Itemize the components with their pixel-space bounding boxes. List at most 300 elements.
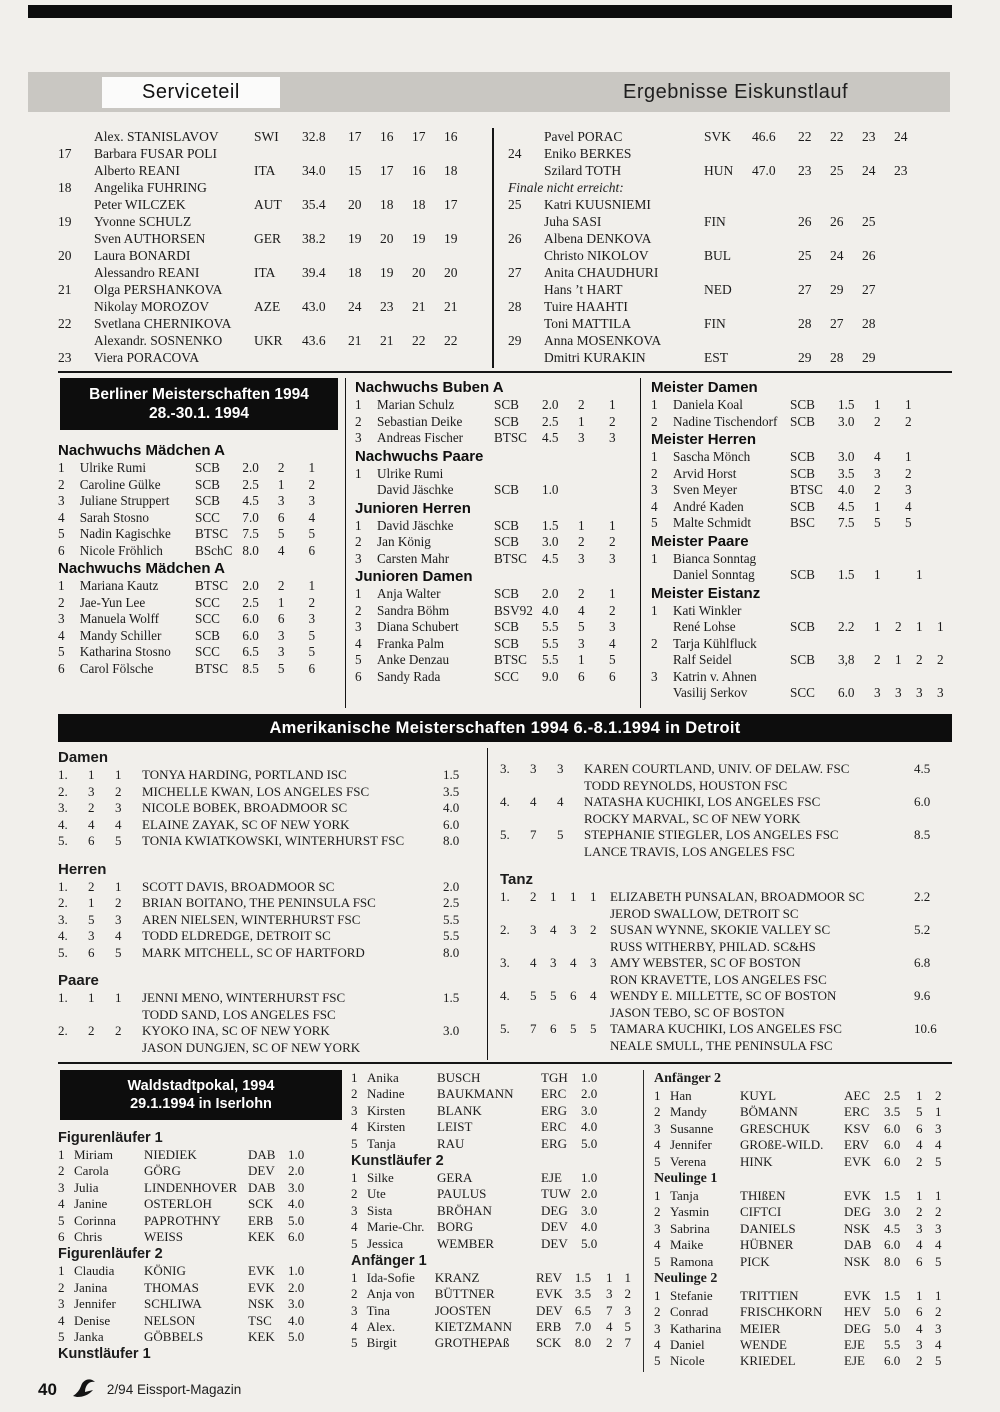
score: 6.0 <box>242 627 259 643</box>
group-heading: Junioren Herren <box>355 499 471 517</box>
placement: 24 <box>348 299 362 314</box>
placement <box>444 247 476 264</box>
skater-name: Nikolay MOROZOV <box>94 299 210 314</box>
skater-name: Sebastian Deike <box>377 413 463 429</box>
result-row <box>355 652 640 669</box>
skater-name: KAREN COURTLAND, UNIV. OF DELAW. FSC <box>584 761 850 776</box>
score: 2.5 <box>242 476 259 492</box>
placement: 22 <box>830 129 844 144</box>
first-name: Tanja <box>670 1187 699 1203</box>
section-divider <box>58 1062 952 1064</box>
result-row <box>58 945 481 962</box>
result-row <box>355 636 640 653</box>
placement: 16 <box>444 129 458 144</box>
skater-name: Sven AUTHORSEN <box>94 231 206 246</box>
skater-names <box>610 922 914 955</box>
placement: 3 <box>570 922 577 937</box>
skater-name: Olga PERSHANKOVA <box>94 282 223 297</box>
result-row <box>58 247 492 264</box>
rank: 20 <box>58 248 72 263</box>
score: 1.5 <box>542 517 559 533</box>
placement: 3 <box>530 761 537 776</box>
rank: 2 <box>654 1104 661 1120</box>
score: 1.5 <box>443 990 460 1005</box>
rank: 5 <box>58 1328 65 1344</box>
first-name: Jessica <box>367 1235 404 1251</box>
first-name: Janka <box>74 1328 104 1344</box>
rank: 2 <box>351 1286 358 1302</box>
placement <box>412 315 444 332</box>
rank: 3 <box>355 550 362 566</box>
result-row <box>500 955 952 988</box>
group-heading: Herren <box>58 860 107 878</box>
berlin-results-left <box>58 441 339 677</box>
placement: 3 <box>308 493 316 508</box>
result-row <box>654 1121 954 1137</box>
skater-names <box>142 912 443 929</box>
skater-names <box>142 945 443 962</box>
result-row <box>508 349 952 366</box>
score: 1.0 <box>581 1070 598 1085</box>
placement <box>412 145 444 162</box>
result-row <box>355 603 640 620</box>
partner-name: JASON TEBO, SC OF BOSTON <box>610 1004 785 1020</box>
skater-name: ELIZABETH PUNSALAN, BROADMOOR SC <box>610 889 865 904</box>
result-row <box>654 1304 954 1320</box>
placement <box>798 145 830 162</box>
placement: 21 <box>444 299 458 314</box>
club-code: ERG <box>541 1135 567 1151</box>
result-row <box>651 551 958 568</box>
placement: 3 <box>308 611 316 626</box>
result-row <box>508 230 952 247</box>
placement: 3 <box>115 911 122 927</box>
placement: 3 <box>874 685 881 700</box>
skater-name: Katri KUUSNIEMI <box>544 197 651 212</box>
skater-names <box>142 928 443 945</box>
score: 1.0 <box>288 1263 305 1279</box>
placement: 2 <box>874 413 881 429</box>
result-row <box>651 567 958 584</box>
skater-name: René Lohse <box>673 619 736 634</box>
score: 43.0 <box>302 299 326 314</box>
placement: 3 <box>88 928 95 943</box>
placement: 6 <box>308 542 316 558</box>
country-code <box>254 179 302 196</box>
club-code: SCB <box>494 534 519 549</box>
rank <box>58 332 94 349</box>
placement: 3 <box>895 685 902 700</box>
rank: 1 <box>351 1169 358 1185</box>
result-row <box>351 1303 643 1319</box>
rank <box>508 247 544 264</box>
placement: 1 <box>88 895 95 910</box>
first-name: Maike <box>670 1237 704 1253</box>
club-code: REV <box>535 1269 562 1285</box>
club-code: BSV92 <box>494 602 533 618</box>
score <box>838 636 874 653</box>
rank: 1. <box>500 889 510 904</box>
result-row <box>355 586 640 603</box>
placement: 21 <box>412 299 426 314</box>
score: 6.0 <box>884 1237 901 1253</box>
result-row <box>651 515 958 532</box>
result-row <box>654 1321 954 1337</box>
placement: 6 <box>308 660 316 676</box>
skater-name: David Jäschke <box>377 482 454 497</box>
placement: 2 <box>530 889 537 904</box>
event-title-box <box>60 378 338 430</box>
rank: 4. <box>500 988 510 1003</box>
result-row <box>58 213 492 230</box>
skater-name: Ulrike Rumi <box>79 460 146 475</box>
rank: 19 <box>58 214 72 229</box>
placement <box>412 179 444 196</box>
result-row <box>58 162 492 179</box>
placement: 5 <box>609 652 616 667</box>
rank: 5 <box>651 515 658 530</box>
first-name: Kirsten <box>367 1119 406 1135</box>
rank: 3 <box>654 1320 661 1336</box>
group-heading: Figurenläufer 2 <box>58 1246 163 1263</box>
result-row <box>58 644 339 661</box>
skater-name: Tarja Kühlfluck <box>673 635 757 651</box>
first-name: Yasmin <box>670 1204 710 1220</box>
placement: 2 <box>937 652 944 667</box>
score: 8.5 <box>242 660 259 676</box>
rank: 4. <box>58 928 68 943</box>
skater-name: Arvid Horst <box>673 465 737 481</box>
group-heading: Meister Herren <box>651 431 757 448</box>
group-heading: Kunstläufer 2 <box>351 1152 444 1169</box>
result-row <box>651 652 958 669</box>
placement: 2 <box>578 397 585 412</box>
placement: 4 <box>88 816 95 832</box>
placement: 6 <box>609 668 616 684</box>
club-code: TGH <box>541 1070 568 1085</box>
result-row <box>58 990 481 1023</box>
score: 4.0 <box>581 1119 598 1135</box>
score <box>752 332 798 349</box>
skater-name: Vasilij Serkov <box>673 685 748 700</box>
rank: 23 <box>58 350 72 365</box>
last-name: BORG <box>437 1219 474 1235</box>
score: 3.5 <box>884 1104 901 1120</box>
club-code <box>790 603 838 620</box>
score: 3.0 <box>542 534 559 549</box>
rank: 5 <box>351 1135 358 1151</box>
placement: 3 <box>115 800 122 815</box>
placement: 22 <box>412 333 426 348</box>
placement: 1 <box>935 1104 942 1120</box>
result-row <box>58 543 339 560</box>
placement: 2 <box>578 586 585 601</box>
placement: 1 <box>277 594 285 610</box>
country-code: AZE <box>254 299 281 314</box>
placement: 2 <box>88 1023 95 1038</box>
skater-name: Angelika FUHRING <box>94 180 207 195</box>
first-name: Alex. <box>366 1319 396 1335</box>
intl-results-column-left <box>58 128 492 368</box>
placement: 4 <box>530 794 537 809</box>
score: 2.0 <box>581 1086 598 1102</box>
placement: 23 <box>380 299 394 314</box>
skater-names <box>142 895 443 912</box>
country-code <box>704 196 752 213</box>
skater-names <box>610 955 914 988</box>
skater-name: JENNI MENO, WINTERHURST FSC <box>142 990 346 1005</box>
placement: 19 <box>348 231 362 246</box>
placement: 2 <box>916 652 923 667</box>
placement: 5 <box>308 526 316 541</box>
score <box>838 603 874 620</box>
skater-name: Katharina Stosno <box>79 644 171 659</box>
score: 3.0 <box>581 1102 598 1118</box>
skater-name: Nicole Fröhlich <box>79 542 163 558</box>
skater-name: Nadin Kagischke <box>79 526 171 541</box>
last-name: THOMAS <box>144 1279 199 1295</box>
placement: 1 <box>308 460 316 475</box>
country-code <box>704 332 752 349</box>
rank: 2 <box>58 476 65 492</box>
score: 2.5 <box>443 895 460 910</box>
skater-name: Albena DENKOVA <box>544 231 652 246</box>
rank: 2 <box>355 602 362 618</box>
first-name: Tanja <box>367 1135 396 1151</box>
last-name: MEIER <box>740 1320 781 1336</box>
skater-name: Sascha Mönch <box>673 449 751 464</box>
placement: 25 <box>830 163 844 178</box>
skater-name: Juha SASI <box>544 214 602 229</box>
club-code: KSV <box>844 1120 871 1136</box>
placement: 2 <box>874 482 881 497</box>
placement <box>348 349 380 366</box>
rank <box>651 567 673 584</box>
placement: 6 <box>277 509 285 525</box>
rank: 1 <box>654 1287 661 1303</box>
placement: 5 <box>935 1253 942 1269</box>
rank: 25 <box>508 197 522 212</box>
placement: 7 <box>530 827 537 842</box>
score <box>752 196 798 213</box>
placement: 1 <box>115 990 122 1005</box>
country-code <box>704 264 752 281</box>
result-row <box>654 1188 954 1204</box>
placement <box>830 230 862 247</box>
first-name: Conrad <box>670 1304 709 1320</box>
skater-name: Anja Walter <box>377 586 441 601</box>
rank: 4 <box>58 1312 65 1328</box>
club-code: KEK <box>248 1328 275 1344</box>
first-name: Nadine <box>367 1086 405 1102</box>
score: 6.0 <box>914 794 931 809</box>
first-name: Kirsten <box>367 1102 406 1118</box>
result-row <box>351 1070 643 1086</box>
placement: 3 <box>557 761 564 776</box>
club-code: TUW <box>541 1186 571 1202</box>
result-row <box>58 817 481 834</box>
placement: 1 <box>874 619 881 634</box>
skater-name: Dmitri KURAKIN <box>544 350 646 365</box>
result-row <box>651 669 958 686</box>
rank: 1 <box>58 1263 65 1279</box>
club-code: DEG <box>844 1320 871 1336</box>
placement: 3 <box>277 627 285 643</box>
waldstadt-column-right <box>643 1070 954 1372</box>
result-row <box>351 1136 643 1152</box>
rank: 4 <box>654 1137 661 1153</box>
skater-name: Carol Fölsche <box>79 660 154 676</box>
skater-name: Anna MOSENKOVA <box>544 333 662 348</box>
rank: 2 <box>58 594 65 610</box>
partner-name: TODD REYNOLDS, HOUSTON FSC <box>584 777 788 793</box>
score: 6.0 <box>443 816 460 832</box>
rank: 2 <box>58 1279 65 1295</box>
skater-name: Yvonne SCHULZ <box>94 214 192 229</box>
rank: 5. <box>58 833 68 848</box>
placement: 1 <box>916 1287 923 1303</box>
rank <box>508 281 544 298</box>
result-row <box>58 595 339 612</box>
placement: 5 <box>308 627 316 643</box>
skater-name: Katrin v. Ahnen <box>673 668 757 684</box>
score: 5.5 <box>542 652 559 667</box>
score: 2.5 <box>242 594 259 610</box>
placement: 5 <box>88 911 95 927</box>
placement: 17 <box>380 163 394 178</box>
placement <box>798 230 830 247</box>
result-row <box>355 534 640 551</box>
placement: 1 <box>609 586 616 601</box>
placement: 3 <box>874 465 881 481</box>
skater-name: Laura BONARDI <box>94 248 191 263</box>
country-code: FIN <box>704 316 726 331</box>
result-row <box>58 128 492 145</box>
result-row <box>58 800 481 817</box>
result-row <box>654 1204 954 1220</box>
first-name: Mandy <box>670 1104 707 1120</box>
skater-name: TONIA KWIATKOWSKI, WINTERHURST FSC <box>142 833 405 848</box>
first-name: Sabrina <box>670 1220 710 1236</box>
skater-name: Nadine Tischendorf <box>673 413 778 429</box>
rank: 1 <box>651 602 658 618</box>
group-heading: Nachwuchs Buben A <box>355 379 504 396</box>
country-code: ITA <box>254 163 276 178</box>
rank: 3 <box>651 482 658 497</box>
skater-name: Toni MATTILA <box>544 316 632 331</box>
score <box>752 349 798 366</box>
score: 1.5 <box>838 397 855 412</box>
skater-name: Mariana Kautz <box>79 578 159 593</box>
result-row <box>500 761 952 794</box>
result-row <box>58 145 492 162</box>
club-code: SCB <box>494 619 519 634</box>
result-row <box>58 196 492 213</box>
club-code: EVK <box>844 1187 871 1203</box>
last-name: KUYL <box>740 1088 777 1103</box>
rank: 3 <box>654 1120 661 1136</box>
partner-name: TODD SAND, LOS ANGELES FSC <box>142 1006 336 1022</box>
placement: 29 <box>862 350 876 365</box>
rank: 2 <box>651 413 658 429</box>
country-code <box>704 145 752 162</box>
score: 5.5 <box>443 911 460 927</box>
score: 35.4 <box>302 197 326 212</box>
skater-name: Sarah Stosno <box>79 509 149 525</box>
last-name: NELSON <box>144 1312 196 1328</box>
skater-name: MICHELLE KWAN, LOS ANGELES FSC <box>142 783 370 799</box>
page-number: 40 <box>38 1379 57 1399</box>
skater-name: André Kaden <box>673 498 744 514</box>
placement: 1 <box>88 767 95 782</box>
rank: 1 <box>355 397 362 412</box>
placement: 3 <box>935 1320 942 1336</box>
skater-name: Caroline Gülke <box>79 476 161 492</box>
rank: 3. <box>500 955 510 970</box>
rank: 3. <box>500 761 510 776</box>
score: 3.0 <box>838 413 855 429</box>
club-code: SCB <box>790 567 815 582</box>
score: 9.6 <box>914 988 931 1003</box>
rank: 2 <box>351 1186 358 1202</box>
score: 3.0 <box>581 1202 598 1218</box>
rank: 1 <box>351 1269 358 1285</box>
rank <box>508 315 544 332</box>
magazine-issue: 2/94 Eissport-Magazin <box>106 1382 242 1397</box>
last-name: KRANZ <box>434 1269 480 1285</box>
placement: 1 <box>624 1269 632 1285</box>
event-dates: 29.1.1994 in Iserlohn <box>130 1096 272 1112</box>
result-row <box>58 1313 341 1329</box>
placement: 29 <box>830 282 844 297</box>
result-row <box>58 879 481 896</box>
rank: 4 <box>654 1337 661 1353</box>
placement <box>444 213 476 230</box>
rank: 5. <box>58 944 68 960</box>
placement: 3 <box>277 644 285 659</box>
score <box>752 230 798 247</box>
waldstadt-column-middle <box>347 1070 643 1372</box>
score: 2.0 <box>581 1186 598 1202</box>
placement: 5 <box>916 1104 923 1120</box>
placement: 2 <box>115 783 122 799</box>
score: 3.0 <box>443 1023 460 1038</box>
placement <box>444 281 476 298</box>
first-name: Carola <box>74 1163 109 1179</box>
score: 8.0 <box>574 1335 592 1351</box>
result-row <box>651 449 958 466</box>
club-code: SCB <box>790 465 815 481</box>
placement: 1 <box>874 567 881 582</box>
skater-name: Malte Schmidt <box>673 515 752 530</box>
rank: 1 <box>355 517 362 533</box>
result-row <box>508 332 952 349</box>
score: 2.0 <box>542 397 559 412</box>
placement: 1 <box>578 413 585 429</box>
club-code: SCB <box>195 460 220 475</box>
rank: 1 <box>651 397 658 412</box>
placement: 2 <box>905 465 912 481</box>
result-row <box>58 281 492 298</box>
result-row <box>58 895 481 912</box>
placement: 1 <box>578 517 585 533</box>
club-code: SCK <box>248 1196 274 1212</box>
country-code: HUN <box>704 163 734 178</box>
score: 3.0 <box>288 1296 305 1312</box>
placement: 1 <box>916 1187 923 1203</box>
placement: 4 <box>935 1337 942 1353</box>
skater-name: TONYA HARDING, PORTLAND ISC <box>142 767 347 782</box>
